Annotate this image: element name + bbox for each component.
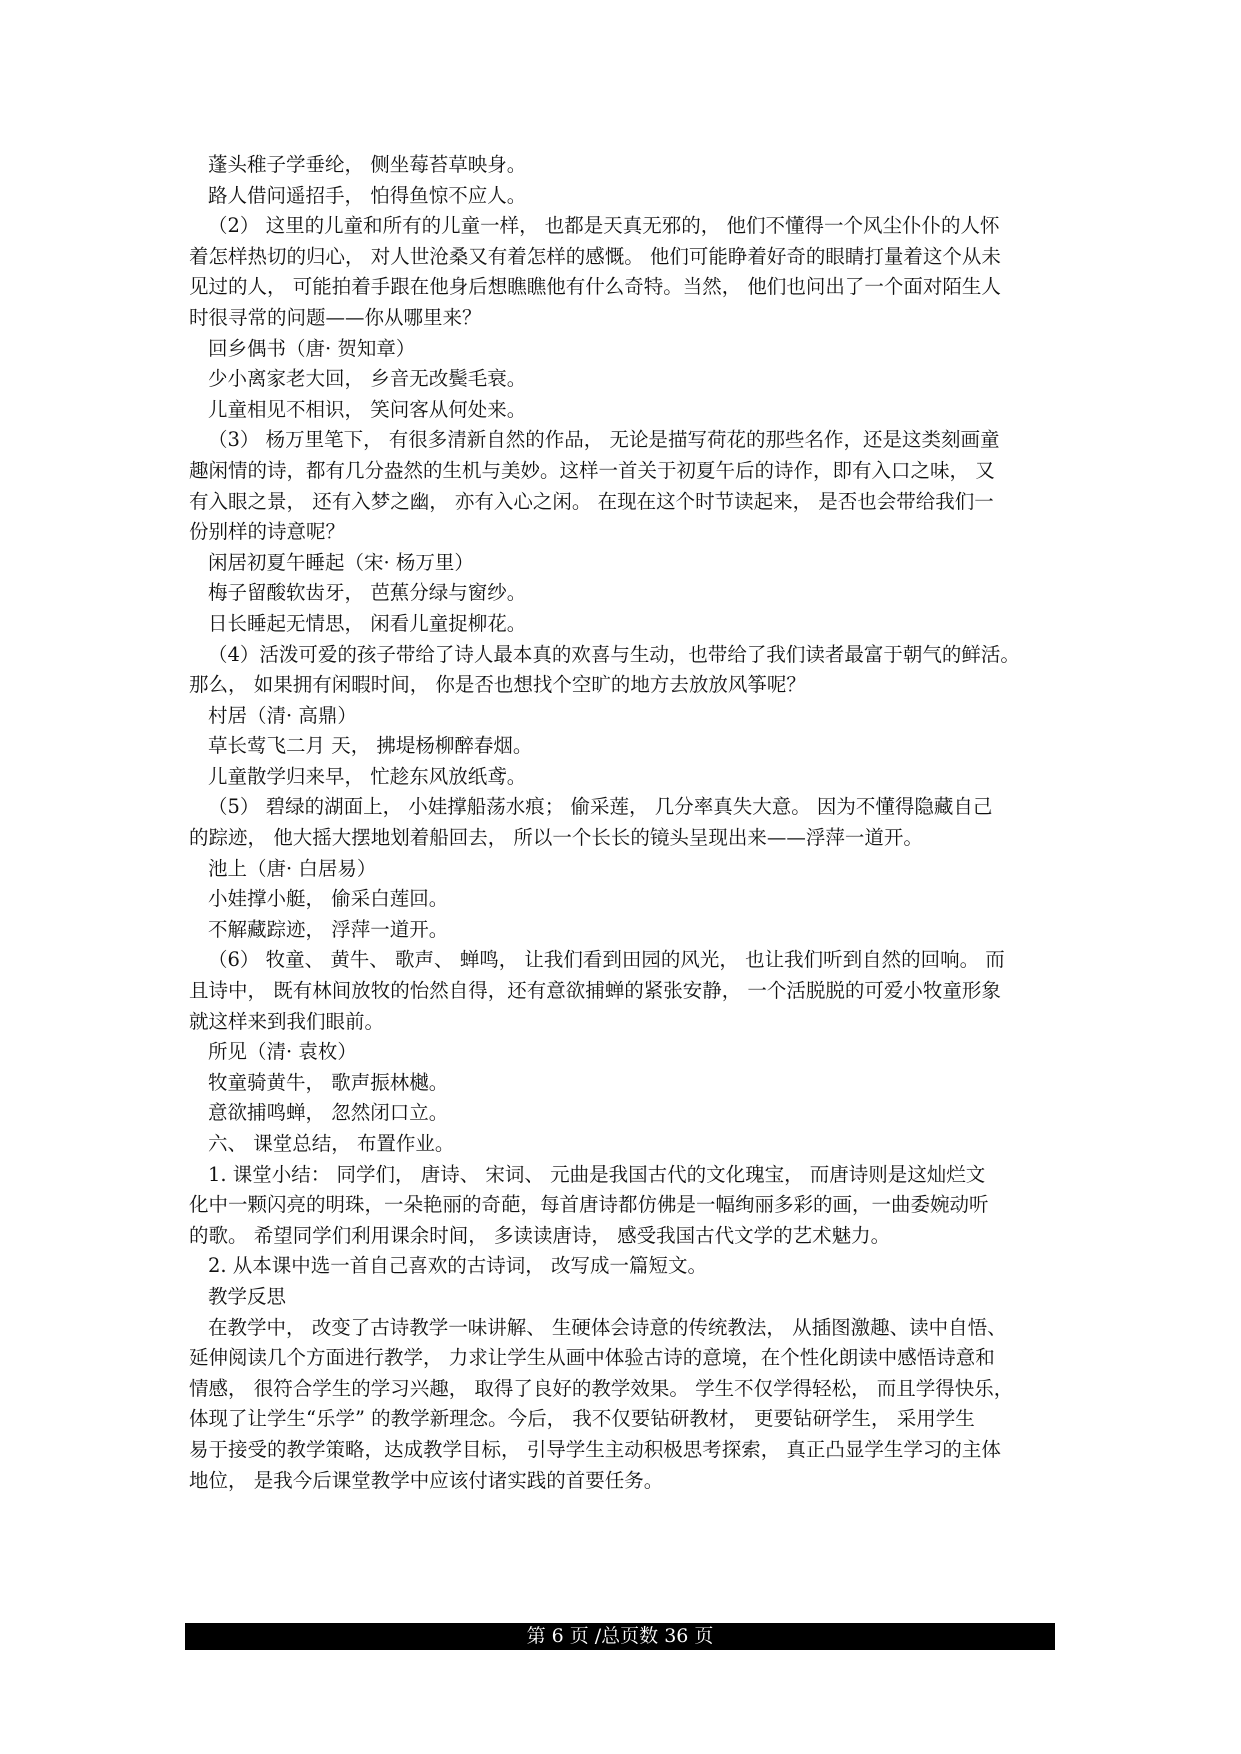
text-line: 有入眼之景， 还有入梦之幽， 亦有入心之闲。 在现在这个时节读起来， 是否也会带给我们一 bbox=[189, 489, 994, 513]
text-line: 那么， 如果拥有闲暇时间， 你是否也想找个空旷的地方去放放风筝呢？ bbox=[189, 673, 806, 697]
text-line: 小娃撑小艇， 偷采白莲回。 bbox=[208, 887, 449, 911]
text-line: 所见（清· 袁枚） bbox=[208, 1040, 357, 1064]
text-line: （2） 这里的儿童和所有的儿童一样， 也都是天真无邪的， 他们不懂得一个风尘仆仆的人怀 bbox=[208, 214, 1000, 238]
text-line: 不解藏踪迹， 浮萍一道开。 bbox=[208, 917, 449, 941]
text-line: 地位， 是我今后课堂教学中应该付诸实践的首要任务。 bbox=[189, 1468, 664, 1492]
text-line: 趣闲情的诗，都有几分盎然的生机与美妙。这样一首关于初夏午后的诗作，即有入口之味， 又 bbox=[189, 458, 995, 482]
text-line: 见过的人， 可能拍着手跟在他身后想瞧瞧他有什么奇特。当然， 他们也问出了一个面对陌生人 bbox=[189, 275, 1001, 299]
page-footer: 第 6 页 /总页数 36 页 bbox=[185, 1623, 1055, 1650]
text-line: （5） 碧绿的湖面上， 小娃撑船荡水痕； 偷采莲， 几分率真失大意。 因为不懂得隐藏自己 bbox=[208, 795, 993, 819]
text-line: 的踪迹， 他大摇大摆地划着船回去， 所以一个长长的镜头呈现出来——浮萍一道开。 bbox=[189, 826, 923, 850]
text-line: 儿童相见不相识， 笑问客从何处来。 bbox=[208, 397, 527, 421]
text-line: 日长睡起无情思， 闲看儿童捉柳花。 bbox=[208, 611, 527, 635]
text-line: 2. 从本课中选一首自己喜欢的古诗词， 改写成一篇短文。 bbox=[208, 1254, 708, 1278]
text-line: 牧童骑黄牛， 歌声振林樾。 bbox=[208, 1070, 449, 1094]
text-line: 梅子留酸软齿牙， 芭蕉分绿与窗纱。 bbox=[208, 581, 527, 605]
text-line: 着怎样热切的归心， 对人世沧桑又有着怎样的感慨。 他们可能睁着好奇的眼睛打量着这个从未 bbox=[189, 244, 1001, 268]
text-line: 少小离家老大回， 乡音无改鬓毛衰。 bbox=[208, 367, 527, 391]
text-line: 路人借问遥招手， 怕得鱼惊不应人。 bbox=[208, 183, 527, 207]
text-line: 蓬头稚子学垂纶， 侧坐莓苔草映身。 bbox=[208, 153, 527, 176]
text-line: 份别样的诗意呢？ bbox=[189, 520, 346, 544]
text-line: 1. 课堂小结： 同学们， 唐诗、 宋词、 元曲是我国古代的文化瑰宝， 而唐诗则是这灿烂文 bbox=[208, 1162, 986, 1186]
text-line: 且诗中， 既有林间放牧的怡然自得，还有意欲捕蝉的紧张安静， 一个活脱脱的可爱小牧童形象 bbox=[189, 979, 1001, 1003]
text-line: （3） 杨万里笔下， 有很多清新自然的作品， 无论是描写荷花的那些名作，还是这类刻画童 bbox=[208, 428, 1000, 452]
text-line: 的歌。 希望同学们利用课余时间， 多读读唐诗， 感受我国古代文学的艺术魅力。 bbox=[189, 1223, 891, 1247]
text-line: 儿童散学归来早， 忙趁东风放纸鸢。 bbox=[208, 764, 527, 788]
text-line: 时很寻常的问题——你从哪里来？ bbox=[189, 305, 482, 329]
text-line: 闲居初夏午睡起（宋· 杨万里） bbox=[208, 550, 474, 574]
text-line: 意欲捕鸣蝉， 忽然闭口立。 bbox=[208, 1101, 449, 1125]
text-line: 六、 课堂总结， 布置作业。 bbox=[208, 1132, 455, 1155]
text-line: 就这样来到我们眼前。 bbox=[189, 1009, 385, 1033]
text-line: （4）活泼可爱的孩子带给了诗人最本真的欢喜与生动，也带给了我们读者最富于朝气的鲜活。 bbox=[208, 642, 1020, 666]
text-line: 化中一颗闪亮的明珠，一朵艳丽的奇葩，每首唐诗都仿佛是一幅绚丽多彩的画，一曲委婉动听 bbox=[189, 1193, 989, 1217]
text-line: 在教学中， 改变了古诗教学一味讲解、 生硬体会诗意的传统教法， 从插图激趣、读中自悟、 bbox=[208, 1315, 1007, 1339]
text-line: 教学反思 bbox=[208, 1284, 287, 1308]
text-line: （6） 牧童、 黄牛、 歌声、 蝉鸣， 让我们看到田园的风光， 也让我们听到自然的回响。 而 bbox=[208, 948, 1005, 972]
text-line: 体现了让学生“乐学” 的教学新理念。今后， 我不仅要钻研教材， 更要钻研学生， 采用学生 bbox=[189, 1407, 975, 1431]
text-line: 易于接受的教学策略，达成教学目标， 引导学生主动积极思考探索， 真正凸显学生学习的主体 bbox=[189, 1437, 1001, 1461]
text-line: 村居（清· 高鼎） bbox=[208, 703, 357, 727]
text-line: 情感， 很符合学生的学习兴趣， 取得了良好的教学效果。 学生不仅学得轻松， 而且学得快乐， bbox=[189, 1376, 1014, 1400]
document-body bbox=[189, 150, 1061, 1496]
text-line: 延伸阅读几个方面进行教学， 力求让学生从画中体验古诗的意境，在个性化朗读中感悟诗意和 bbox=[189, 1346, 995, 1370]
text-line: 回乡偶书（唐· 贺知章） bbox=[208, 336, 416, 360]
text-line: 池上（唐· 白居易） bbox=[208, 856, 377, 880]
text-line: 草长莺飞二月 天， 拂堤杨柳醉春烟。 bbox=[208, 734, 533, 758]
